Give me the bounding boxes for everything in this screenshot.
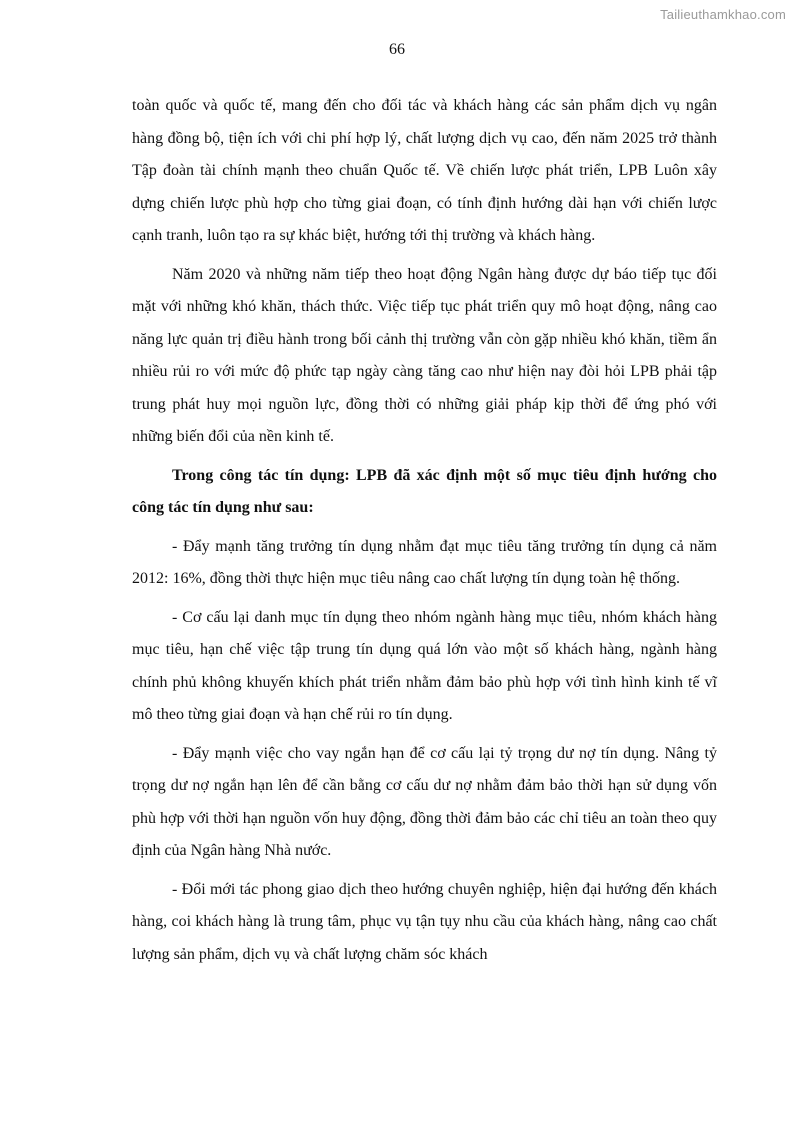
- bullet-service-style: - Đổi mới tác phong giao dịch theo hướng chuyên nghiệp, hiện đại hướng đến khách hàng, coi khách hàng là trung tâm, phục vụ tận tụy nhu cầu của khách hàng, nâng cao chất lượng sản phẩm, dịch vụ và chất lượng chăm sóc khách: [132, 880, 717, 963]
- document-body: [132, 90, 717, 977]
- watermark: Tailieuthamkhao.com: [660, 7, 786, 22]
- page-number: 66: [389, 41, 405, 58]
- bullet-credit-growth: - Đẩy mạnh tăng trưởng tín dụng nhằm đạt mục tiêu tăng trưởng tín dụng cả năm 2012: 16%, đồng thời thực hiện mục tiêu nâng cao chất lượng tín dụng toàn hệ thống.: [132, 537, 717, 587]
- bullet-portfolio-restructure: - Cơ cấu lại danh mục tín dụng theo nhóm ngành hàng mục tiêu, nhóm khách hàng mục tiêu, hạn chế việc tập trung tín dụng quá lớn vào một số khách hàng, ngành hàng chính phủ không khuyến khích phát triển nhằm đảm bảo phù hợp với tình hình kinh tế vĩ mô theo từng giai đoạn và hạn chế rủi ro tín dụng.: [132, 608, 717, 723]
- paragraph-outlook-2020: Năm 2020 và những năm tiếp theo hoạt động Ngân hàng được dự báo tiếp tục đối mặt với những khó khăn, thách thức. Việc tiếp tục phát triển quy mô hoạt động, nâng cao năng lực quản trị điều hành trong bối cảnh thị trường vẫn còn gặp nhiều khó khăn, tiềm ẩn nhiều rủi ro với mức độ phức tạp ngày càng tăng cao như hiện nay đòi hỏi LPB phải tập trung phát huy mọi nguồn lực, đồng thời có những giải pháp kịp thời để ứng phó với những biến đổi của nền kinh tế.: [132, 265, 717, 445]
- section-heading-credit: Trong công tác tín dụng: LPB đã xác định một số mục tiêu định hướng cho công tác tín dụng như sau:: [132, 466, 717, 516]
- bullet-short-term-lending: - Đẩy mạnh việc cho vay ngắn hạn để cơ cấu lại tỷ trọng dư nợ tín dụng. Nâng tỷ trọng dư nợ ngắn hạn lên để cần bằng cơ cấu dư nợ nhằm đảm bảo thời hạn sử dụng vốn phù hợp với thời hạn nguồn vốn huy động, đồng thời đảm bảo các chỉ tiêu an toàn theo quy định của Ngân hàng Nhà nước.: [132, 744, 717, 859]
- paragraph-continued: toàn quốc và quốc tế, mang đến cho đối tác và khách hàng các sản phẩm dịch vụ ngân hàng đồng bộ, tiện ích với chi phí hợp lý, chất lượng dịch vụ cao, đến năm 2025 trở thành Tập đoàn tài chính mạnh theo chuẩn Quốc tế. Về chiến lược phát triển, LPB Luôn xây dựng chiến lược phù hợp cho từng giai đoạn, có tính định hướng dài hạn với chiến lược cạnh tranh, luôn tạo ra sự khác biệt, hướng tới thị trường và khách hàng.: [132, 97, 717, 244]
